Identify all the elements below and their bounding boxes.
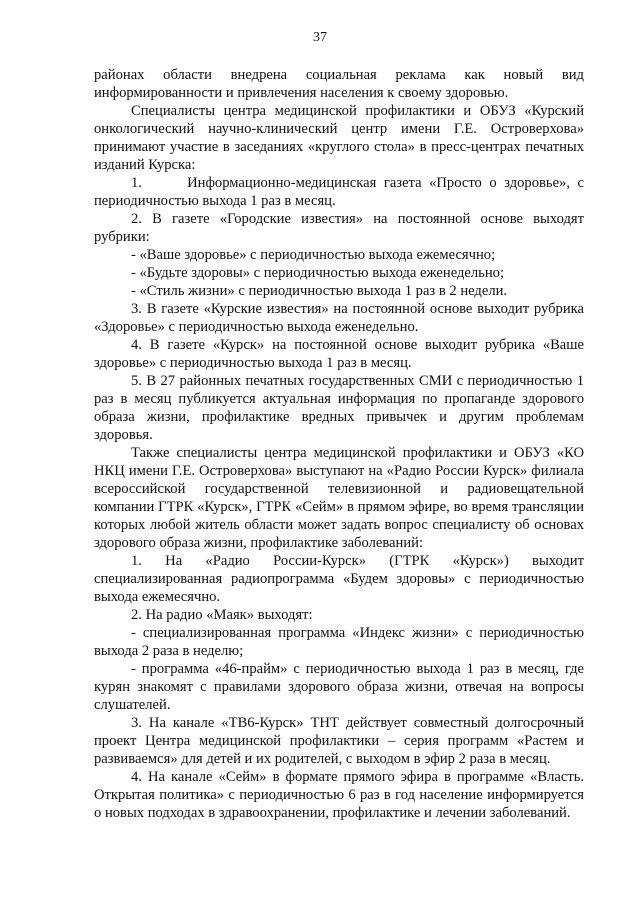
page-number: 37 (313, 30, 327, 45)
sub-list-item: - «Стиль жизни» с периодичностью выхода 1 раз в 2 недели. (131, 283, 508, 299)
list-item: 4. На канале «Сейм» в формате прямого эфира в программе «Власть. Открытая политика» с периодичностью 6 раз в год население информируется о новых подходах в здравоохранении, профилактике и лечении заболеваний. (94, 769, 584, 821)
document-body (94, 66, 584, 822)
paragraph: районах области внедрена социальная реклама как новый вид информированности и привлечения населения к своему здоровью. (94, 67, 584, 101)
list-item: 3. На канале «ТВ6-Курск» ТНТ действует совместный долгосрочный проект Центра медицинской профилактики – серия программ «Растем и развиваемся» для детей и их родителей, с выходом в эфир 2 раза в месяц. (94, 715, 584, 767)
sub-list-item: - программа «46-прайм» с периодичностью выхода 1 раз в месяц, где курян знакомят с правилами здорового образа жизни, отвечая на вопросы слушателей. (94, 661, 584, 713)
paragraph: Также специалисты центра медицинской профилактики и ОБУЗ «КО НКЦ имени Г.Е. Островерхова» выступают на «Радио России Курск» филиала всероссийской государственной телевизионной и радиовещательной компании ГТРК «Курск», ГТРК «Сейм» в прямом эфире, во время трансляции которых любой житель области может задать вопрос специалисту об основах здорового образа жизни, профилактике заболеваний: (94, 445, 584, 551)
list-item: 2. На радио «Маяк» выходят: (131, 607, 313, 623)
sub-list-item: - «Будьте здоровы» с периодичностью выхода еженедельно; (131, 265, 504, 281)
list-item: 5. В 27 районных печатных государственных СМИ с периодичностью 1 раз в месяц публикуется актуальная информация по пропаганде здорового образа жизни, профилактике вредных привычек и другим проблемам здоровья. (94, 373, 584, 443)
sub-list-item: - специализированная программа «Индекс жизни» с периодичностью выхода 2 раза в неделю; (94, 625, 584, 659)
list-item: 3. В газете «Курские известия» на постоянной основе выходит рубрика «Здоровье» с периодичностью выхода еженедельно. (94, 301, 584, 335)
list-item: 1. Информационно-медицинская газета «Просто о здоровье», с периодичностью выхода 1 раз в месяц. (94, 175, 584, 209)
list-item: 2. В газете «Городские известия» на постоянной основе выходят рубрики: (94, 211, 584, 245)
paragraph: Специалисты центра медицинской профилактики и ОБУЗ «Курский онкологический научно-клинический центр имени Г.Е. Островерхова» принимают участие в заседаниях «круглого стола» в пресс-центрах печатных изданий Курска: (94, 103, 584, 173)
list-item: 1. На «Радио России-Курск» (ГТРК «Курск») выходит специализированная радиопрограмма «Будем здоровы» с периодичностью выхода ежемесячно. (94, 553, 584, 605)
list-item: 4. В газете «Курск» на постоянной основе выходит рубрика «Ваше здоровье» с периодичностью выхода 1 раз в месяц. (94, 337, 584, 371)
sub-list-item: - «Ваше здоровье» с периодичностью выхода ежемесячно; (131, 247, 496, 263)
